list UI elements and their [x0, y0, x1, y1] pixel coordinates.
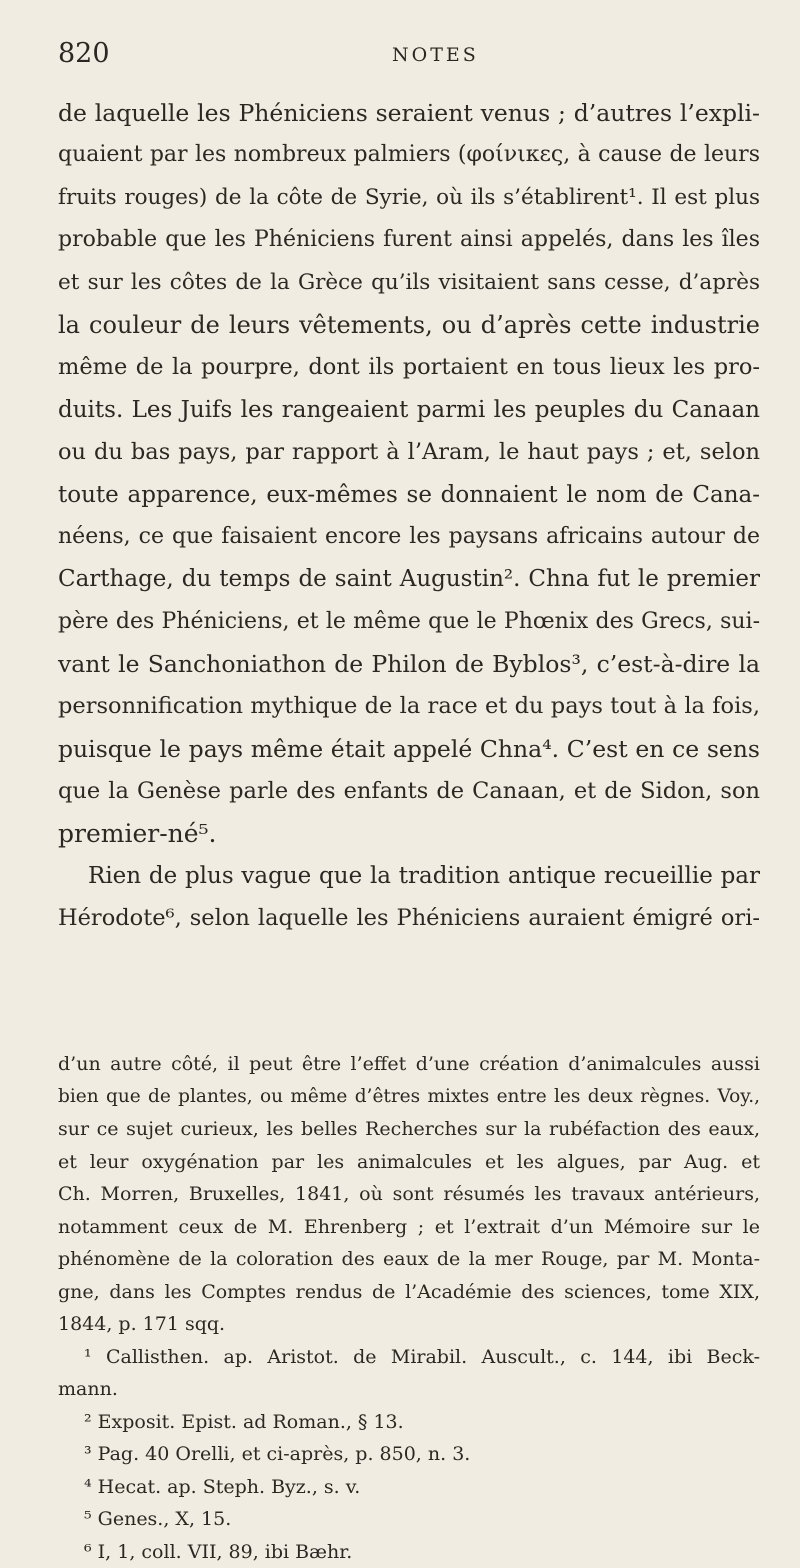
text-line: puisque le pays même était appelé Chna⁴. C’est en ce sens: [58, 728, 760, 770]
text-line: père des Phéniciens, et le même que le Phœnix des Grecs, sui-: [58, 601, 760, 643]
page-number: 820: [58, 38, 110, 69]
running-title: NOTES: [392, 44, 479, 66]
text-line: et sur les côtes de la Grèce qu’ils visitaient sans cesse, d’après: [58, 262, 760, 304]
footnote-line: ⁶ I, 1, coll. VII, 89, ibi Bæhr.: [58, 1536, 760, 1568]
footnote-line: ² Exposit. Epist. ad Roman., § 13.: [58, 1406, 760, 1439]
text-line: Rien de plus vague que la tradition antique recueillie par: [58, 855, 760, 897]
footnote-line: Ch. Morren, Bruxelles, 1841, où sont résumés les travaux antérieurs,: [58, 1178, 760, 1211]
text-line: la couleur de leurs vêtements, ou d’après cette industrie: [58, 304, 760, 346]
text-line: duits. Les Juifs les rangeaient parmi les peuples du Canaan: [58, 389, 760, 431]
footnote-line: gne, dans les Comptes rendus de l’Académie des sciences, tome XIX,: [58, 1276, 760, 1309]
text-line: personnification mythique de la race et du pays tout à la fois,: [58, 685, 760, 727]
text-line: premier-né⁵.: [58, 813, 760, 855]
text-line: toute apparence, eux-mêmes se donnaient le nom de Cana-: [58, 474, 760, 516]
text-line: néens, ce que faisaient encore les paysans africains autour de: [58, 516, 760, 558]
text-line: ou du bas pays, par rapport à l’Aram, le haut pays ; et, selon: [58, 431, 760, 473]
footnote-line: notamment ceux de M. Ehrenberg ; et l’extrait d’un Mémoire sur le: [58, 1211, 760, 1244]
text-line: même de la pourpre, dont ils portaient en tous lieux les pro-: [58, 346, 760, 388]
footnote-line: phénomène de la coloration des eaux de la mer Rouge, par M. Monta-: [58, 1243, 760, 1276]
footnote-line: d’un autre côté, il peut être l’effet d’une création d’animalcules aussi: [58, 1048, 760, 1081]
footnote-line: mann.: [58, 1373, 760, 1406]
text-line: que la Genèse parle des enfants de Canaan, et de Sidon, son: [58, 770, 760, 812]
footnote-line: et leur oxygénation par les animalcules et les algues, par Aug. et: [58, 1146, 760, 1179]
text-line: probable que les Phéniciens furent ainsi appelés, dans les îles: [58, 219, 760, 261]
running-head: [58, 38, 742, 78]
text-line: fruits rouges) de la côte de Syrie, où ils s’établirent¹. Il est plus: [58, 177, 760, 219]
footnote-line: 1844, p. 171 sqq.: [58, 1308, 760, 1341]
footnotes-block: [58, 1048, 760, 1568]
footnote-line: ⁵ Genes., X, 15.: [58, 1503, 760, 1536]
footnote-line: ¹ Callisthen. ap. Aristot. de Mirabil. Auscult., c. 144, ibi Beck-: [58, 1341, 760, 1374]
footnote-line: ³ Pag. 40 Orelli, et ci-après, p. 850, n. 3.: [58, 1438, 760, 1471]
text-line: de laquelle les Phéniciens seraient venus ; d’autres l’expli-: [58, 92, 760, 134]
text-line: vant le Sanchoniathon de Philon de Byblos³, c’est-à-dire la: [58, 643, 760, 685]
main-text-block: [58, 92, 760, 940]
text-line: quaient par les nombreux palmiers (φοίνικες, à cause de leurs: [58, 134, 760, 176]
text-line: Hérodote⁶, selon laquelle les Phéniciens auraient émigré ori-: [58, 897, 760, 939]
footnote-line: sur ce sujet curieux, les belles Recherches sur la rubéfaction des eaux,: [58, 1113, 760, 1146]
footnote-line: bien que de plantes, ou même d’êtres mixtes entre les deux règnes. Voy.,: [58, 1081, 760, 1114]
text-line: Carthage, du temps de saint Augustin². Chna fut le premier: [58, 558, 760, 600]
footnote-line: ⁴ Hecat. ap. Steph. Byz., s. v.: [58, 1471, 760, 1504]
